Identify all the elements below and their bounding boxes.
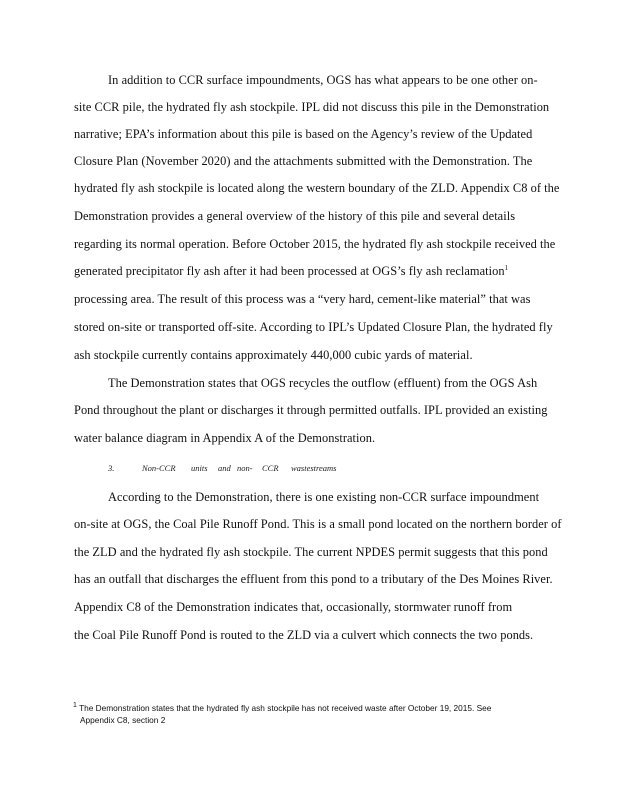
paragraph-3-line-2: on-site at OGS, the Coal Pile Runoff Pond. This is a small pond located on the northern border of [74, 517, 562, 531]
footnote-line-1 [73, 703, 491, 714]
footnote-marker: 1 [73, 702, 77, 710]
paragraph-1-line-11: ash stockpile currently contains approximately 440,000 cubic yards of material. [74, 348, 473, 362]
section-heading [108, 463, 337, 473]
footnote-reference: 1 [504, 263, 509, 272]
paragraph-1-line-5: hydrated fly ash stockpile is located along the western boundary of the ZLD. Appendix C8 of the [74, 181, 560, 195]
paragraph-3-line-4: has an outfall that discharges the effluent from this pond to a tributary of the Des Moines River. [74, 572, 553, 586]
footnote-line-2: Appendix C8, section 2 [80, 715, 166, 725]
paragraph-2-line-2: Pond throughout the plant or discharges it through permitted outfalls. IPL provided an existing [74, 403, 548, 417]
paragraph-1-line-1: In addition to CCR surface impoundments, OGS has what appears to be one other on- [108, 73, 538, 87]
heading-word: and [218, 463, 231, 473]
paragraph-1-line-2: site CCR pile, the hydrated fly ash stockpile. IPL did not discuss this pile in the Demonstration [74, 100, 550, 114]
heading-word: wastestreams [291, 463, 337, 473]
paragraph-3-line-6: the Coal Pile Runoff Pond is routed to the ZLD via a culvert which connects the two ponds. [74, 628, 534, 642]
heading-word: units [191, 463, 208, 473]
section-number: 3. [108, 463, 115, 473]
paragraph-1-line-6: Demonstration provides a general overview of the history of this pile and several details [74, 209, 516, 223]
paragraph-3-line-3: the ZLD and the hydrated fly ash stockpile. The current NPDES permit suggests that this pond [74, 545, 548, 559]
heading-word: Non-CCR [142, 463, 176, 473]
paragraph-1-line-10: stored on-site or transported off-site. According to IPL’s Updated Closure Plan, the hydrated fly [74, 320, 553, 334]
paragraph-1-line-8 [74, 263, 508, 279]
footnote-text: The Demonstration states that the hydrated fly ash stockpile has not received waste after October 19, 2015. See [79, 703, 492, 713]
heading-word: non- [237, 463, 253, 473]
paragraph-3-line-5: Appendix C8 of the Demonstration indicates that, occasionally, stormwater runoff from [74, 600, 513, 614]
paragraph-1-line-8-text: generated precipitator fly ash after it had been processed at OGS’s fly ash reclamation [74, 264, 505, 278]
paragraph-1-line-4: Closure Plan (November 2020) and the attachments submitted with the Demonstration. The [74, 154, 533, 168]
paragraph-2-line-1: The Demonstration states that OGS recycles the outflow (effluent) from the OGS Ash [108, 376, 538, 390]
paragraph-1-line-9: processing area. The result of this process was a “very hard, cement-like material” that was [74, 292, 531, 306]
heading-word: CCR [262, 463, 279, 473]
paragraph-3-line-1: According to the Demonstration, there is one existing non-CCR surface impoundment [108, 490, 540, 504]
paragraph-1-line-7: regarding its normal operation. Before October 2015, the hydrated fly ash stockpile received the [74, 237, 556, 251]
paragraph-1-line-3: narrative; EPA’s information about this pile is based on the Agency’s review of the Updated [74, 127, 533, 141]
paragraph-2-line-3: water balance diagram in Appendix A of the Demonstration. [74, 431, 376, 445]
